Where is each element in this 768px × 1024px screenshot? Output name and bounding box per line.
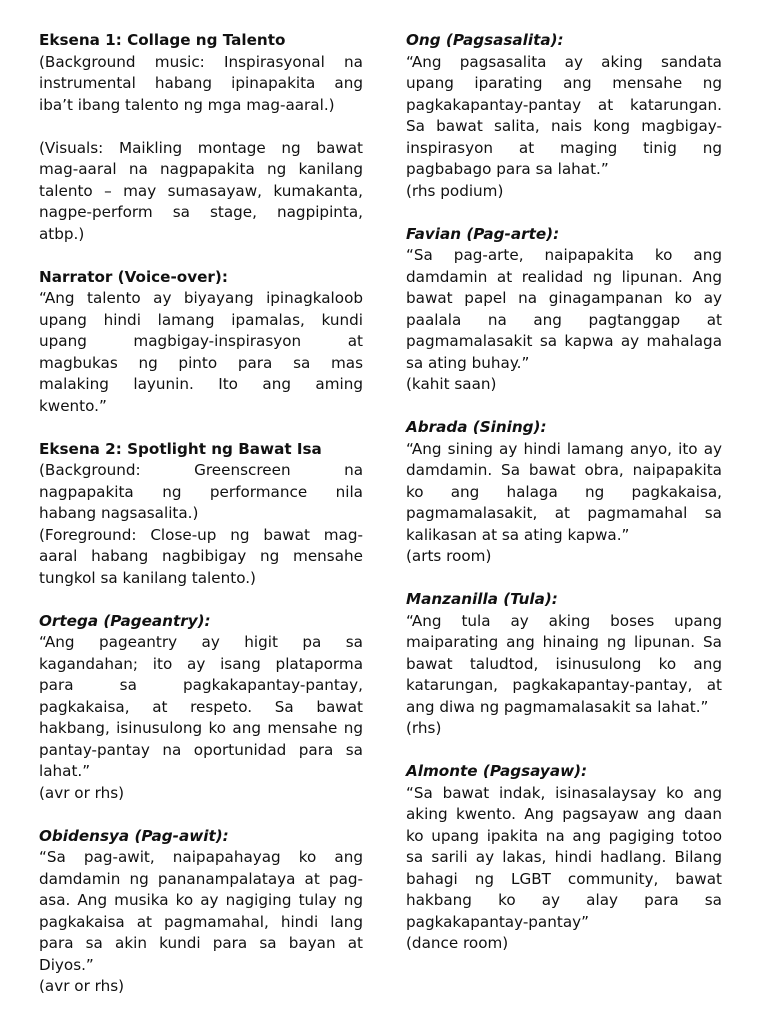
- text-line: damdamin ng pananampalataya at pag-: [39, 869, 363, 888]
- text-line: pagbabago para sa lahat.”: [406, 160, 609, 178]
- text-line: paalala na ang pagtanggap at: [406, 310, 722, 329]
- text-line: upang magbigay-inspirasyon at: [39, 332, 363, 350]
- text-line: inspirasyon at maging tinig ng: [406, 138, 722, 157]
- section-favian: [406, 224, 722, 396]
- text-line: para sa akin kundi para sa bayan at: [39, 934, 363, 952]
- text-line: habang nagsasalita.): [39, 504, 199, 522]
- text-line: damdamin at realidad ng lipunan. Ang: [406, 267, 722, 286]
- text-line: (rhs): [406, 719, 442, 737]
- text-line: talento – may sumasayaw, kumakanta,: [39, 181, 363, 200]
- section-narrator: [39, 267, 363, 418]
- left-column: [39, 30, 363, 1019]
- section-almonte: [406, 761, 722, 955]
- section-eksena-1: [39, 30, 363, 116]
- text-line: Diyos.”: [39, 955, 94, 974]
- scene-heading: Eksena 2: Spotlight ng Bawat Isa: [39, 439, 322, 458]
- text-line: “Ang pageantry ay higit pa sa: [39, 633, 363, 651]
- text-line: bawat papel na ginagampanan ko ay: [406, 289, 722, 307]
- section-manzanilla: [406, 589, 722, 740]
- text-line: pantay-pantay na oportunidad para sa: [39, 740, 363, 759]
- speaker-heading: Favian (Pag-arte):: [406, 224, 560, 243]
- text-line: “Sa bawat indak, isinasalaysay ko ang: [406, 783, 722, 802]
- text-line: sa sarili ay lakas, hindi hadlang. Bilang: [406, 848, 722, 866]
- scene-heading: Eksena 1: Collage ng Talento: [39, 31, 286, 49]
- text-line: magbukas ng pinto para sa mas: [39, 353, 363, 372]
- text-line: instrumental habang ipinapakita ang: [39, 74, 363, 92]
- text-line: bawat taludtod, isinusulong ko ang: [406, 654, 722, 673]
- text-line: pagkakaisa at pagmamahal, hindi lang: [39, 912, 363, 931]
- text-line: pagkakapantay-pantay at katarungan.: [406, 95, 722, 114]
- speaker-heading: Ong (Pagsasalita):: [406, 31, 564, 49]
- text-line: malaking layunin. Ito ang aming: [39, 375, 363, 393]
- text-line: pagmamalasakit sa kapwa ay mahalaga: [406, 332, 722, 350]
- text-line: bahagi ng LGBT community, bawat: [406, 869, 722, 888]
- section-ong: [406, 30, 722, 202]
- text-line: ang diwa ng pagmamalasakit sa lahat.”: [406, 697, 709, 716]
- text-line: lahat.”: [39, 762, 91, 780]
- text-line: ko ang halaga ng pagkakaisa,: [406, 482, 722, 501]
- text-line: iba’t ibang talento ng mga mag-aaral.): [39, 95, 335, 114]
- text-line: aaral habang nagbibigay ng mensahe: [39, 547, 363, 565]
- text-line: “Ang talento ay biyayang ipinagkaloob: [39, 289, 363, 307]
- text-line: katarungan, pagkakapantay-pantay, at: [406, 676, 722, 694]
- text-line: “Ang tula ay aking boses upang: [406, 611, 722, 630]
- text-line: (Background: Greenscreen na: [39, 461, 363, 479]
- text-line: (Foreground: Close-up ng bawat mag-: [39, 525, 363, 544]
- text-line: upang iparating ang mensahe ng: [406, 74, 722, 92]
- text-line: hakbang ko ay alay para sa: [406, 891, 722, 909]
- text-line: pagkakapantay-pantay”: [406, 912, 589, 931]
- text-line: (kahit saan): [406, 375, 497, 393]
- text-line: “Sa pag-arte, naipapakita ko ang: [406, 246, 722, 264]
- text-line: “Ang pagsasalita ay aking sandata: [406, 52, 722, 71]
- text-line: upang hindi lamang ipamalas, kundi: [39, 310, 363, 329]
- text-line: Sa bawat salita, nais kong magbigay-: [406, 117, 722, 135]
- text-line: asa. Ang musika ko ay nagiging tulay ng: [39, 891, 363, 909]
- text-line: maiparating ang hinaing ng lipunan. Sa: [406, 633, 722, 651]
- text-line: pagmamalasakit, at pagmamahal sa: [406, 504, 722, 522]
- text-line: (rhs podium): [406, 181, 504, 200]
- text-line: damdamin. Sa bawat obra, naipapakita: [406, 461, 722, 479]
- text-line: para sa pagkakapantay-pantay,: [39, 676, 363, 694]
- text-line: sa ating buhay.”: [406, 353, 530, 372]
- text-line: ko upang ipakita na ang pagiging totoo: [406, 826, 722, 845]
- text-line: aking kwento. Ang pagsayaw ang daan: [406, 805, 722, 823]
- text-line: nagpapakita ng performance nila: [39, 482, 363, 501]
- text-line: pagkakaisa, at respeto. Sa bawat: [39, 697, 363, 716]
- text-line: (Background music: Inspirasyonal na: [39, 52, 363, 71]
- section-ortega: [39, 611, 363, 805]
- section-eksena-2: [39, 439, 363, 590]
- text-line: (arts room): [406, 547, 492, 565]
- speaker-heading: Ortega (Pageantry):: [39, 611, 211, 630]
- right-column: [406, 30, 722, 976]
- speaker-heading: Manzanilla (Tula):: [406, 590, 558, 608]
- scene-heading: Narrator (Voice-over):: [39, 267, 228, 286]
- text-line: kalikasan at sa ating kapwa.”: [406, 525, 630, 544]
- text-line: (Visuals: Maikling montage ng bawat: [39, 138, 363, 157]
- text-line: nagpe-perform sa stage, nagpipinta,: [39, 203, 363, 221]
- text-line: kagandahan; ito ay isang plataporma: [39, 654, 363, 673]
- text-line: hakbang, isinusulong ko ang mensahe ng: [39, 719, 363, 737]
- speaker-heading: Abrada (Sining):: [406, 418, 547, 436]
- text-line: atbp.): [39, 224, 85, 243]
- text-line: “Ang sining ay hindi lamang anyo, ito ay: [406, 439, 722, 458]
- speaker-heading: Almonte (Pagsayaw):: [406, 762, 588, 780]
- text-line: (avr or rhs): [39, 783, 125, 802]
- section-obidensya: [39, 826, 363, 998]
- text-line: (dance room): [406, 934, 509, 952]
- text-line: kwento.”: [39, 396, 107, 415]
- section-abrada: [406, 417, 722, 568]
- speaker-heading: Obidensya (Pag-awit):: [39, 826, 229, 845]
- text-line: “Sa pag-awit, naipapahayag ko ang: [39, 848, 363, 866]
- text-line: tungkol sa kanilang talento.): [39, 568, 256, 587]
- section-visuals: [39, 138, 363, 246]
- text-line: mag-aaral na nagpapakita ng kanilang: [39, 160, 363, 178]
- text-line: (avr or rhs): [39, 977, 125, 995]
